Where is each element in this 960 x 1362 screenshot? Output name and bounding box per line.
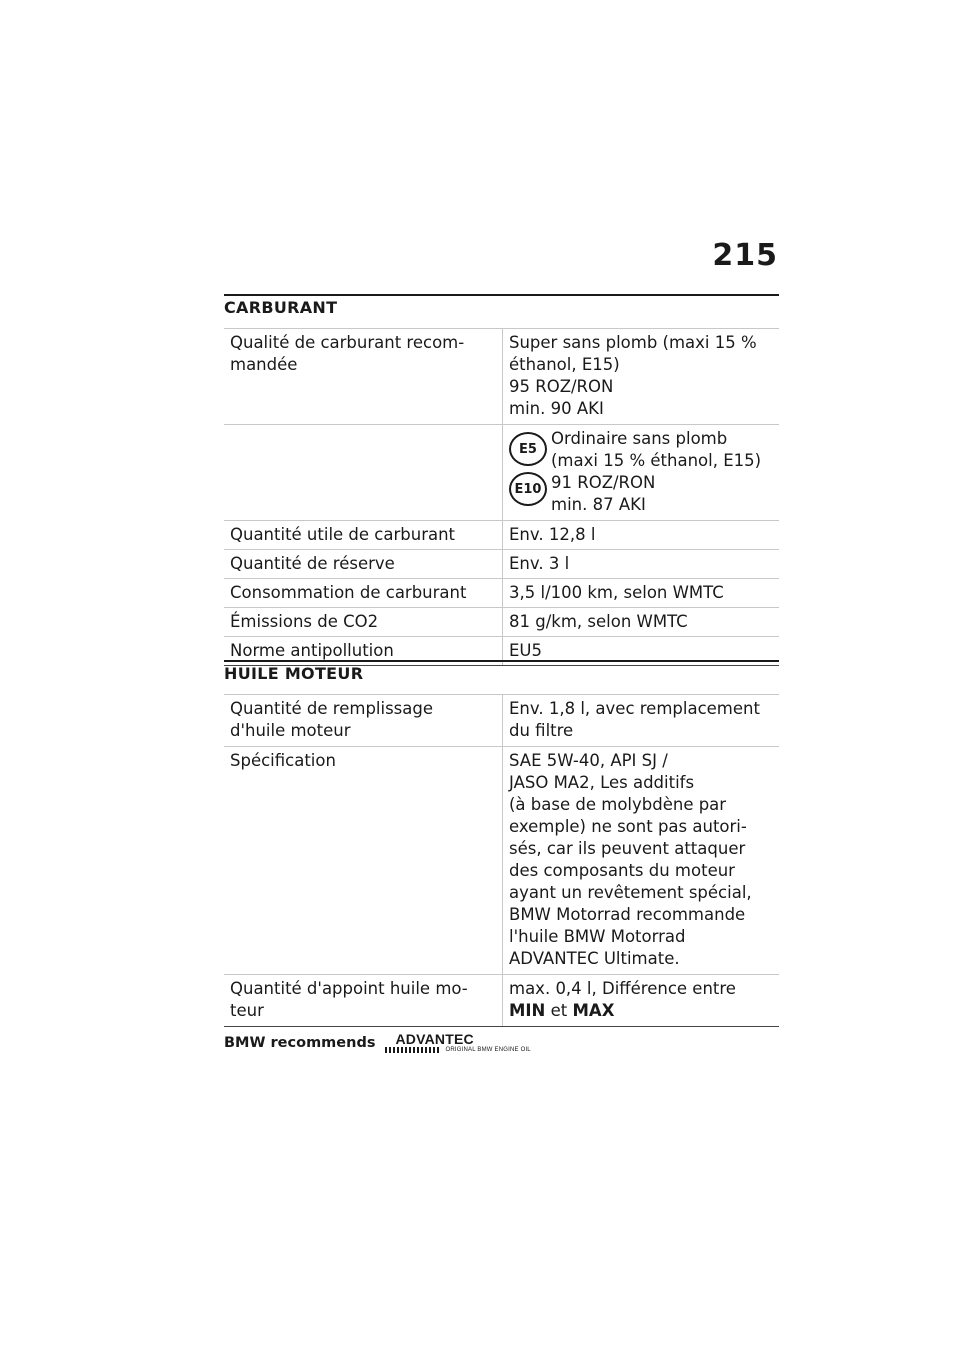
spec-label: Quantité utile de carburant: [224, 521, 503, 550]
table-row: [224, 425, 779, 521]
barcode-icon: [385, 1047, 441, 1053]
spec-value: Env. 1,8 l, avec remplacement du filtre: [503, 695, 780, 747]
spec-value: 81 g/km, selon WMTC: [503, 608, 780, 637]
spec-value: Env. 12,8 l: [503, 521, 780, 550]
oil-section-rule: [224, 660, 779, 662]
spec-value: SAE 5W-40, API SJ / JASO MA2, Les additifs (à base de molybdène par exemple) ne sont pas autori- sés, car ils peuvent attaquer des composants du moteur ayant un revêtement spécial, BMW Motorrad recommande l'huile BMW Motorrad ADVANTEC Ultimate.: [503, 747, 780, 975]
advantec-logo: [385, 1032, 530, 1054]
oil-spec-table: [224, 694, 779, 1027]
spec-label: Émissions de CO2: [224, 608, 503, 637]
fuel-section-title: CARBURANT: [224, 298, 338, 317]
table-row: [224, 521, 779, 550]
table-row: [224, 579, 779, 608]
fuel-section-rule: [224, 294, 779, 296]
spec-value: max. 0,4 l, Différence entre MIN et MAX: [503, 975, 780, 1027]
spec-value: 3,5 l/100 km, selon WMTC: [503, 579, 780, 608]
footer-label: BMW recommends: [224, 1035, 376, 1051]
spec-label: Norme antipollution: [224, 637, 503, 666]
table-row: [224, 608, 779, 637]
page-number: 215: [712, 238, 778, 273]
logo-main: ADVANTEC: [395, 1031, 474, 1047]
logo-tag: ORIGINAL BMW ENGINE OIL: [445, 1047, 531, 1053]
spec-label: Spécification: [224, 747, 503, 975]
table-row: [224, 695, 779, 747]
e5-fuel-icon: E5: [509, 432, 547, 466]
max-label: MAX: [572, 1001, 615, 1020]
spec-value: Env. 3 l: [503, 550, 780, 579]
fuel-spec-table: [224, 328, 779, 666]
spec-value: EU5: [503, 637, 780, 666]
oil-section-title: HUILE MOTEUR: [224, 664, 364, 683]
spec-label: Quantité de remplissage d'huile moteur: [224, 695, 503, 747]
spec-label: Consommation de carburant: [224, 579, 503, 608]
footer: [224, 1032, 531, 1054]
spec-label: [224, 425, 503, 521]
e10-fuel-icon: E10: [509, 472, 547, 506]
spec-label: Quantité de réserve: [224, 550, 503, 579]
table-row: [224, 550, 779, 579]
table-row: [224, 329, 779, 425]
table-row: [224, 975, 779, 1027]
spec-value: Super sans plomb (maxi 15 % éthanol, E15) 95 ROZ/RON min. 90 AKI: [503, 329, 780, 425]
min-label: MIN: [509, 1001, 546, 1020]
fuel-badges: [509, 432, 547, 506]
spec-value: E5 E10 Ordinaire sans plomb (maxi 15 % éthanol, E15) 91 ROZ/RON min. 87 AKI: [503, 425, 780, 521]
spec-label: Quantité d'appoint huile mo- teur: [224, 975, 503, 1027]
table-row: [224, 747, 779, 975]
spec-label: Qualité de carburant recom- mandée: [224, 329, 503, 425]
